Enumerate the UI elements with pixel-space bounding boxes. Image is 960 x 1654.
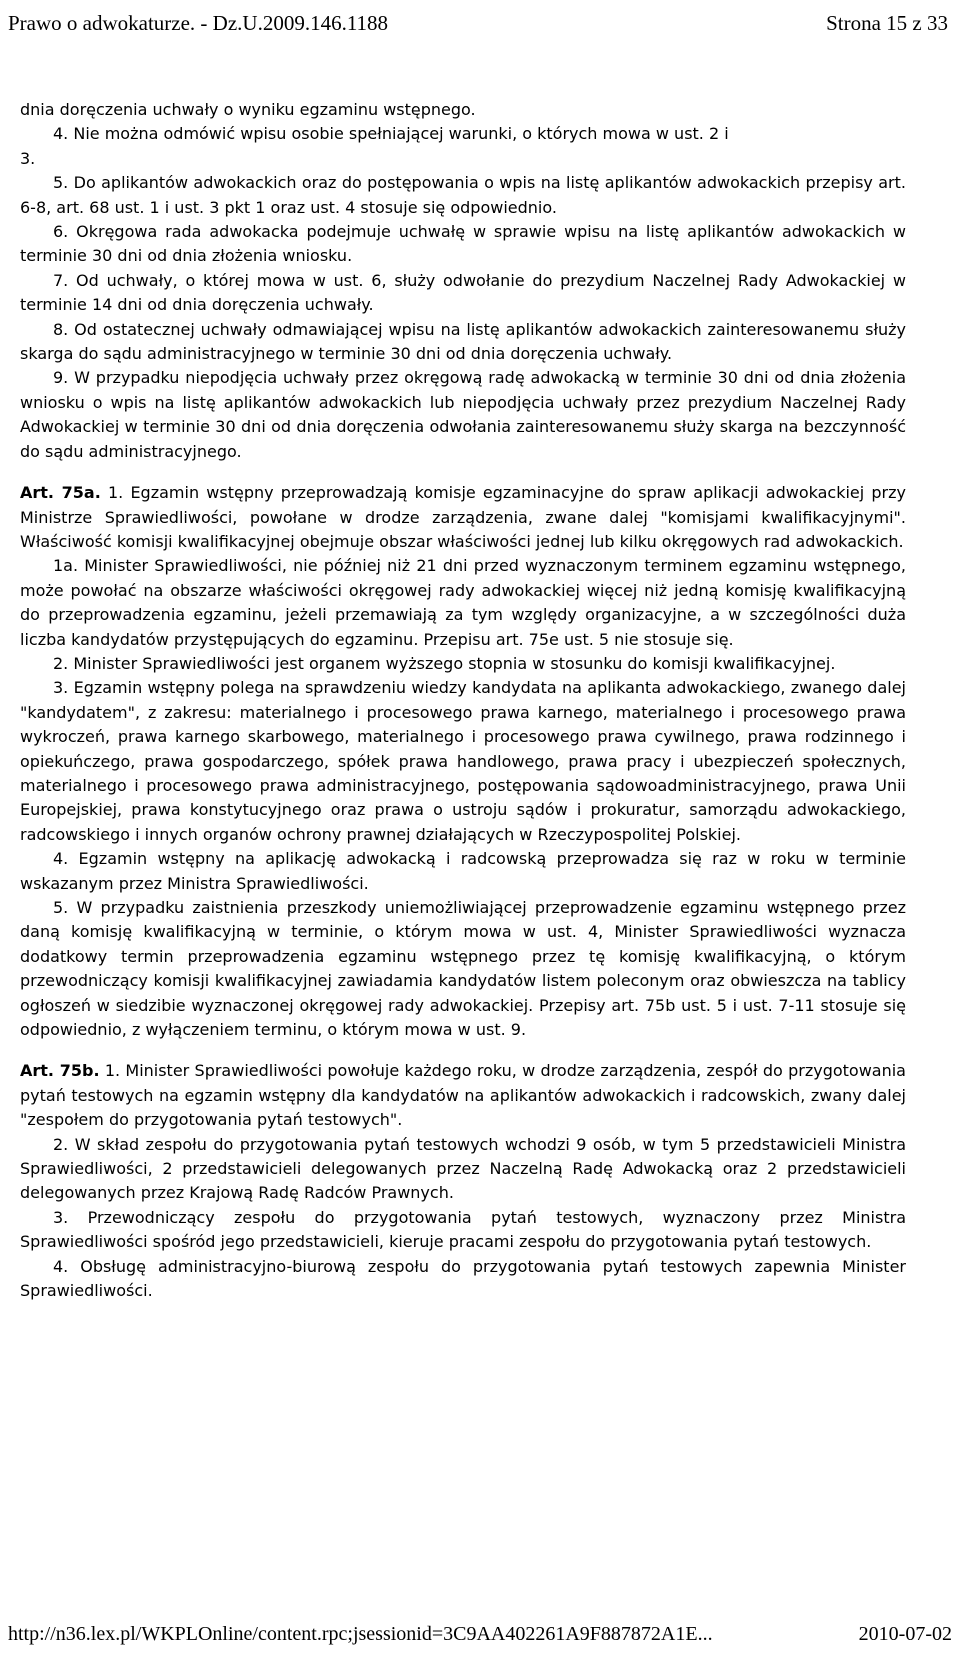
article-75b-text-1: 1. Minister Sprawiedliwości powołuje każdego roku, w drodze zarządzenia, zespół do przygotowania pytań testowych na egzamin wstępny dla kandydatów na aplikantów adwokackich i radcowskich, zwany dalej "zespołem do przygotowania pytań testowych". xyxy=(20,1061,906,1130)
footer-date: 2010-07-02 xyxy=(858,1623,952,1645)
paragraph-ust-9: 9. W przypadku niepodjęcia uchwały przez okręgową radę adwokacką w terminie 30 dni od dnia złożenia wniosku o wpis na listę aplikantów adwokackich lub niepodjęcia uchwały przez prezydium Naczelnej Rady Adwokackiej w terminie 30 dni od dnia doręczenia odwołania zainteresowanemu służy skarga na bezczynność do sądu administracyjnego. xyxy=(20,368,906,461)
header-document-title: Prawo o adwokaturze. - Dz.U.2009.146.1188 xyxy=(8,11,389,35)
article-75a-paragraph-1a: 1a. Minister Sprawiedliwości, nie później niż 21 dni przed wyznaczonym terminem egzaminu wstępnego, może powołać na obszarze właściwości okręgowej rady adwokackiej więcej niż jedną komisję kwalifikacyjną do przeprowadzenia egzaminu, jeżeli przemawiają za tym względy organizacyjne, a w szczególności duża liczba kandydatów przystępujących do egzaminu. Przepisu art. 75e ust. 5 nie stosuje się. xyxy=(20,556,906,649)
footer-url: http://n36.lex.pl/WKPLOnline/content.rpc;jsessionid=3C9AA402261A9F887872A1E... xyxy=(8,1623,713,1645)
article-75b-paragraph-3: 3. Przewodniczący zespołu do przygotowania pytań testowych, wyznaczony przez Ministra Sprawiedliwości spośród jego przedstawicieli, kieruje pracami zespołu do przygotowania pytań testowych. xyxy=(20,1207,906,1252)
article-75a-text-1: 1. Egzamin wstępny przeprowadzają komisje egzaminacyjne do spraw aplikacji adwokackiej przy Ministrze Sprawiedliwości, powołane w drodze zarządzenia, zwane dalej "komisjami kwalifikacyjnymi". Właściwość komisji kwalifikacyjnej obejmuje obszar właściwości jednej lub kilku okręgowych rad adwokackich. xyxy=(20,483,906,551)
paragraph-ust-4: 4. Nie można odmówić wpisu osobie spełniającej warunki, o których mowa w ust. 2 i xyxy=(53,124,729,144)
article-75b-paragraph-4: 4. Obsługę administracyjno-biurową zespołu do przygotowania pytań testowych zapewnia Minister Sprawiedliwości. xyxy=(20,1256,906,1301)
article-75a-paragraph-3: 3. Egzamin wstępny polega na sprawdzeniu wiedzy kandydata na aplikanta adwokackiego, zwanego dalej "kandydatem", z zakresu: materialnego i procesowego prawa karnego, materialnego i procesowego prawa wykroczeń, prawa karnego skarbowego, materialnego i procesowego prawa cywilnego, prawa rodzinnego i opiekuńczego, prawa gospodarczego, spółek prawa handlowego, prawa pracy i ubezpieczeń społecznych, materialnego i procesowego prawa administracyjnego, postępowania sądowoadministracyjnego, prawa Unii Europejskiej, prawa konstytucyjnego oraz prawa o ustroju sądów i prokuratur, samorządu adwokackiego, radcowskiego i innych organów ochrony prawnej działających w Rzeczypospolitej Polskiej. xyxy=(20,678,906,844)
article-75a-paragraph-1 xyxy=(20,481,906,554)
article-75a-paragraph-5: 5. W przypadku zaistnienia przeszkody uniemożliwiającej przeprowadzenie egzaminu wstępnego przez daną komisję kwalifikacyjną w terminie, o którym mowa w ust. 4, Minister Sprawiedliwości wyznacza dodatkowy termin przeprowadzenia egzaminu wstępnego przez tę komisję kwalifikacyjną, o którym przewodniczący komisji kwalifikacyjnej zawiadamia kandydatów listem poleconym oraz obwieszcza na tablicy ogłoszeń w siedzibie wyznaczonej okręgowej rady adwokackiej. Przepisy art. 75b ust. 5 i ust. 7-11 stosuje się odpowiednio, z wyłączeniem terminu, o którym mowa w ust. 9. xyxy=(20,898,906,1040)
article-75b-heading: Art. 75b. xyxy=(20,1061,100,1081)
paragraph-ust-4-wrap: 3. xyxy=(20,148,36,168)
paragraph-ust-6: 6. Okręgowa rada adwokacka podejmuje uchwałę w sprawie wpisu na listę aplikantów adwokackich w terminie 30 dni od dnia złożenia wniosku. xyxy=(20,222,906,266)
paragraph-ust-5: 5. Do aplikantów adwokackich oraz do postępowania o wpis na listę aplikantów adwokackich przepisy art. 6-8, art. 68 ust. 1 i ust. 3 pkt 1 oraz ust. 4 stosuje się odpowiednio. xyxy=(20,173,906,217)
article-75a-paragraph-2: 2. Minister Sprawiedliwości jest organem wyższego stopnia w stosunku do komisji kwalifikacyjnej. xyxy=(53,653,836,673)
header-page-number: Strona 15 z 33 xyxy=(826,11,948,35)
paragraph-ust-8: 8. Od ostatecznej uchwały odmawiającej wpisu na listę aplikantów adwokackich zainteresowanemu służy skarga do sądu administracyjnego w terminie 30 dni od dnia doręczenia uchwały. xyxy=(20,319,906,364)
paragraph-ust-7: 7. Od uchwały, o której mowa w ust. 6, służy odwołanie do prezydium Naczelnej Rady Adwokackiej w terminie 14 dni od dnia doręczenia uchwały. xyxy=(20,270,906,315)
document-body xyxy=(20,98,906,1304)
article-75a-paragraph-4: 4. Egzamin wstępny na aplikację adwokacką i radcowską przeprowadza się raz w roku w terminie wskazanym przez Ministra Sprawiedliwości. xyxy=(20,849,906,893)
article-75a-heading: Art. 75a. xyxy=(20,483,101,503)
article-75b-paragraph-2: 2. W skład zespołu do przygotowania pytań testowych wchodzi 9 osób, w tym 5 przedstawicieli Ministra Sprawiedliwości, 2 przedstawicieli delegowanych przez Naczelną Radę Adwokacką oraz 2 przedstawicieli delegowanych przez Krajową Radę Radców Prawnych. xyxy=(20,1134,906,1203)
paragraph-continuation: dnia doręczenia uchwały o wyniku egzaminu wstępnego. xyxy=(20,100,476,119)
article-75b-paragraph-1 xyxy=(20,1059,906,1132)
